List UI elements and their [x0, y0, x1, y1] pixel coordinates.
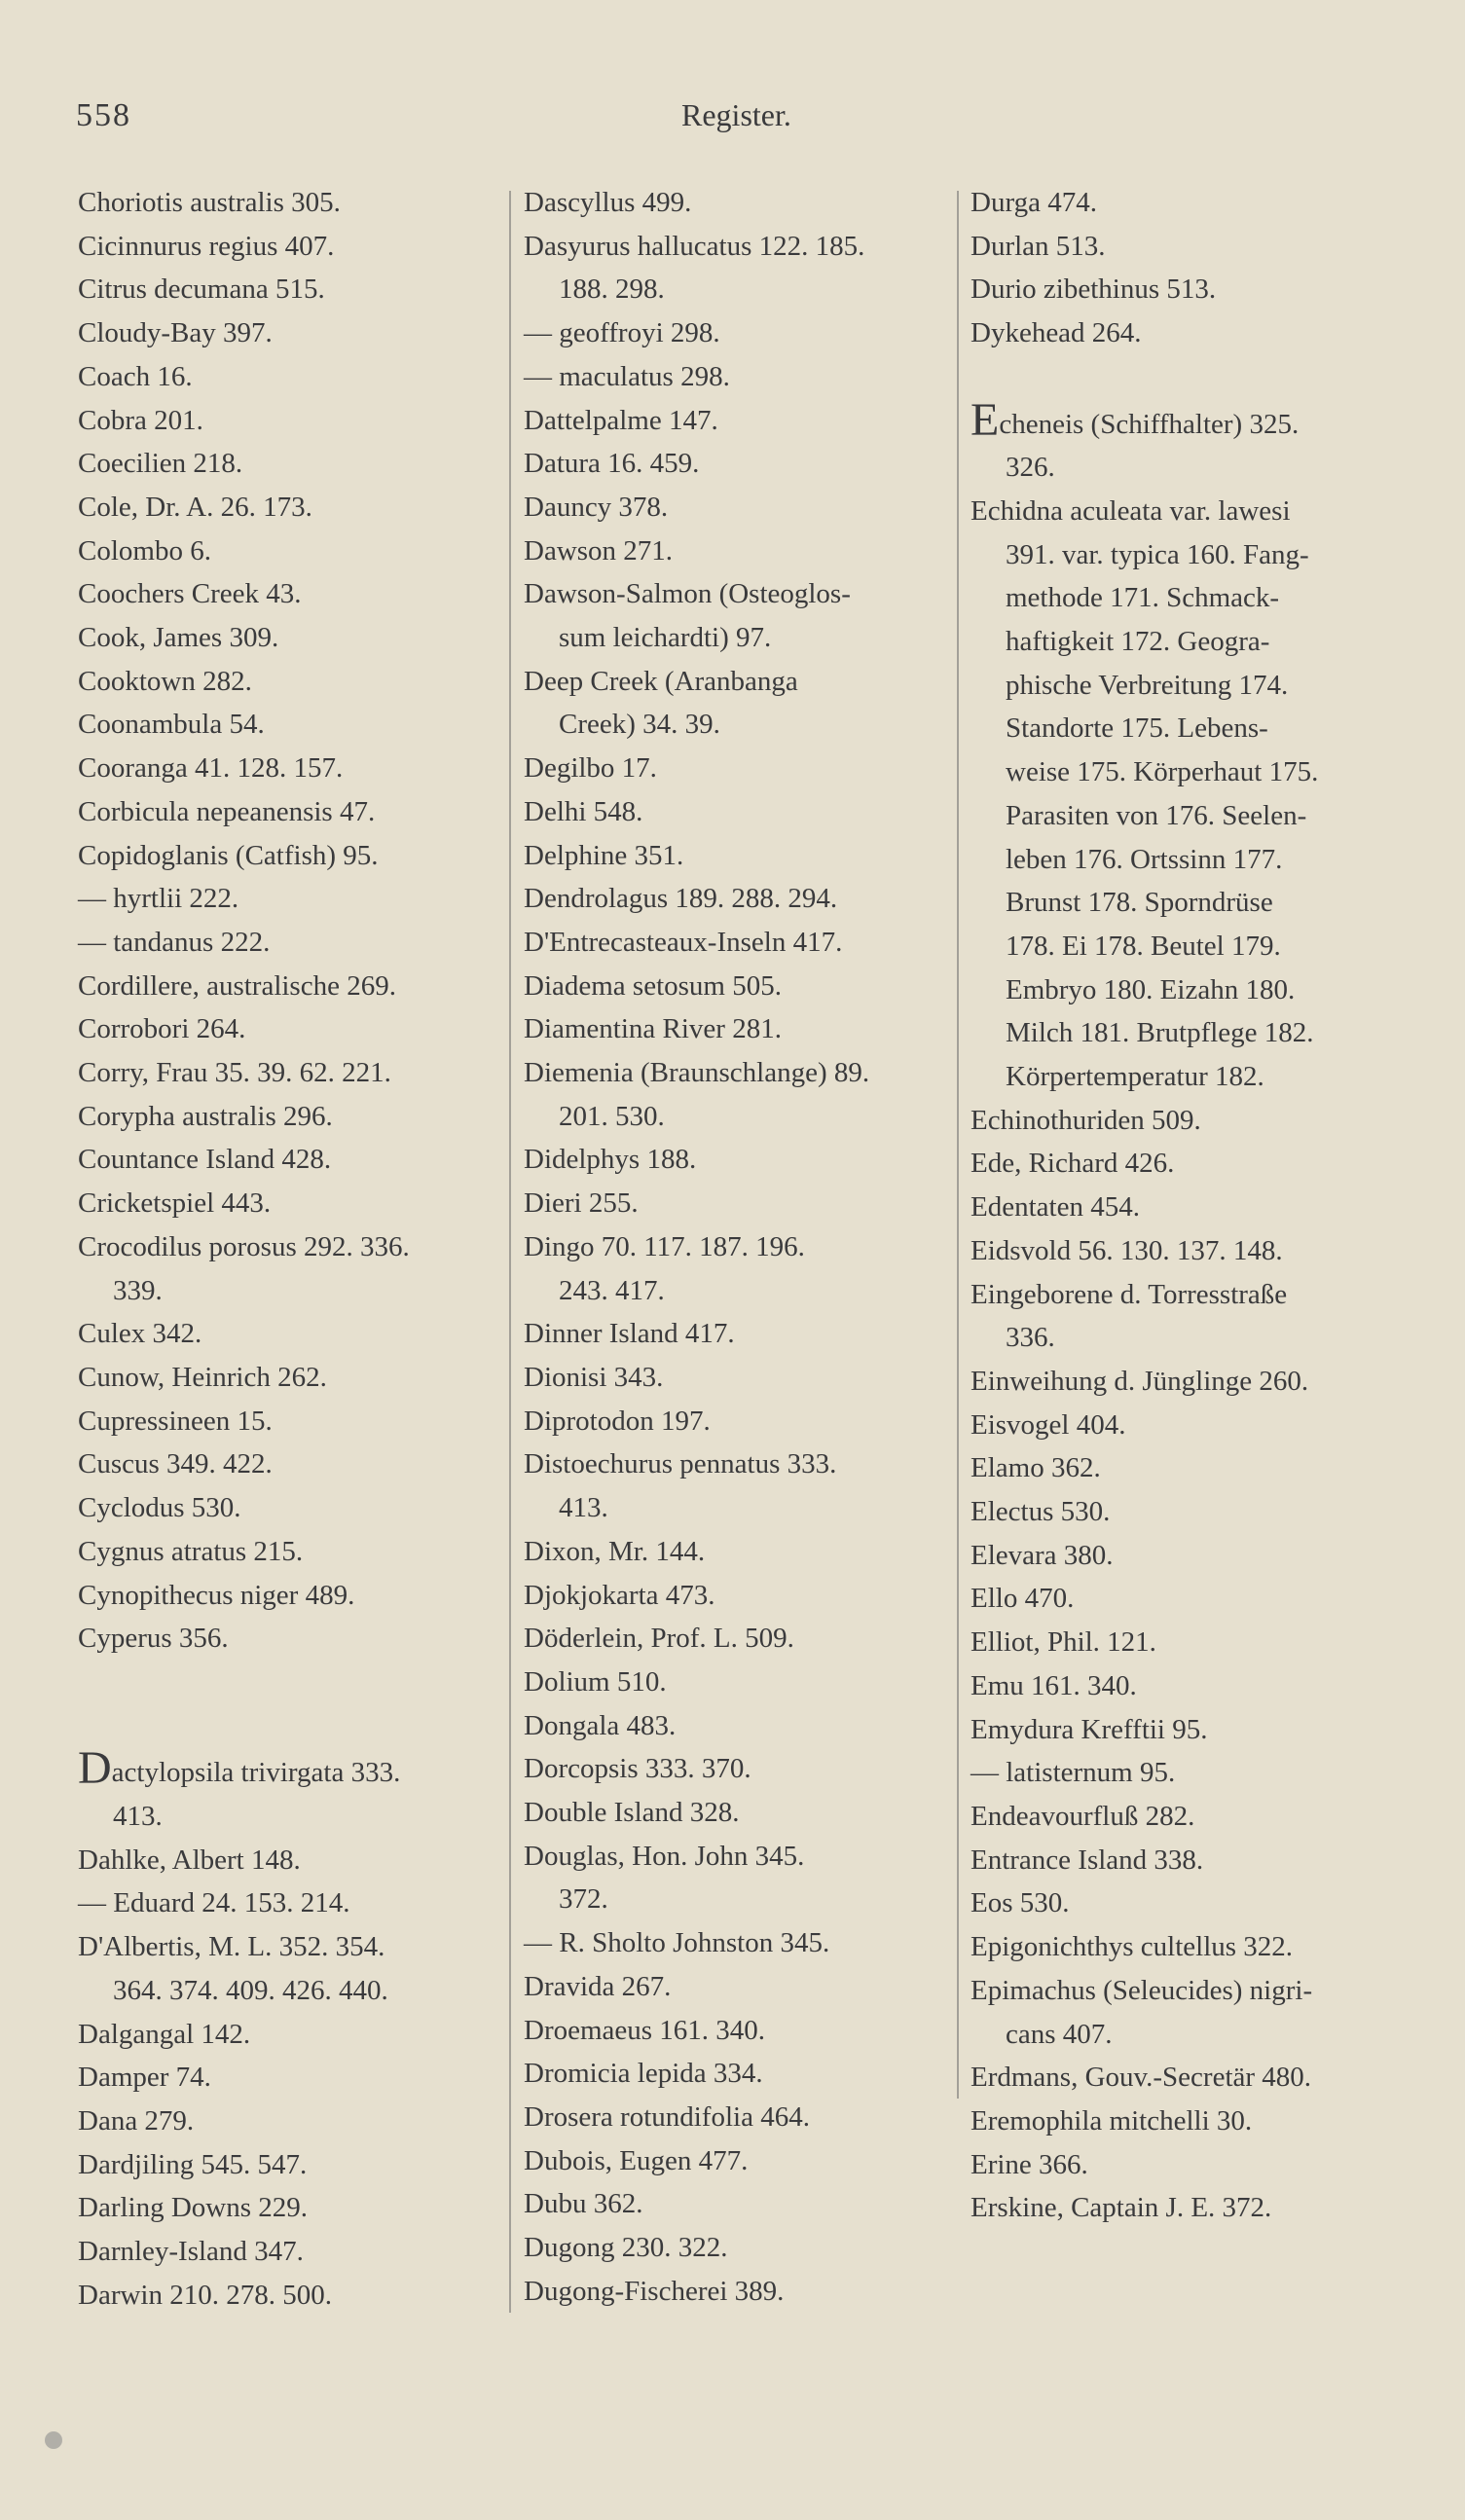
- index-line: [524, 921, 952, 965]
- index-entry-text: Dravida 267.: [524, 1970, 672, 2002]
- index-entry-text: Djokjokarta 473.: [524, 1579, 715, 1611]
- index-entry-text: Dykehead 264.: [971, 317, 1142, 349]
- section-gap: [78, 1661, 506, 1747]
- index-entry-text: Cole, Dr. A. 26. 173.: [78, 491, 312, 523]
- index-line: [78, 2056, 506, 2100]
- index-line: [78, 1795, 506, 1839]
- index-entry-text: Dinner Island 417.: [524, 1318, 735, 1350]
- index-line: [524, 1835, 952, 1879]
- index-entry-text: Coach 16.: [78, 360, 193, 392]
- index-line: [78, 616, 506, 660]
- index-entry-text: Dieri 255.: [524, 1187, 639, 1220]
- index-line: [524, 1530, 952, 1574]
- section-gap: [971, 355, 1399, 399]
- index-line: [971, 794, 1399, 838]
- index-line: [971, 1142, 1399, 1186]
- index-entry-text: Dugong-Fischerei 389.: [524, 2275, 785, 2307]
- index-entry-text: Durio zibethinus 513.: [971, 274, 1217, 306]
- index-entry-text: Droemaeus 161. 340.: [524, 2014, 766, 2046]
- index-line: [971, 225, 1399, 269]
- index-line: [971, 1881, 1399, 1925]
- index-line: [524, 1095, 952, 1139]
- index-entry-text: Eisvogel 404.: [971, 1408, 1126, 1441]
- index-entry-text: Dascyllus 499.: [524, 187, 692, 218]
- index-entry-text: 201. 530.: [559, 1100, 665, 1132]
- index-line: [524, 1704, 952, 1748]
- column-divider: [957, 191, 959, 2099]
- index-line: [971, 881, 1399, 925]
- index-entry-text: Emydura Krefftii 95.: [971, 1713, 1208, 1745]
- index-entry-text: Cyperus 356.: [78, 1623, 229, 1655]
- index-entry-text: Ello 470.: [971, 1583, 1075, 1615]
- index-line: [971, 1055, 1399, 1099]
- index-line: [524, 747, 952, 790]
- index-line: [971, 1099, 1399, 1143]
- index-line: [524, 1312, 952, 1356]
- index-line: [971, 1839, 1399, 1882]
- index-entry-text: D'Entrecasteaux-Inseln 417.: [524, 926, 843, 958]
- index-entry-text: Ede, Richard 426.: [971, 1148, 1175, 1180]
- index-line: [524, 225, 952, 269]
- index-line: [971, 1577, 1399, 1621]
- index-entry-text: Didelphys 188.: [524, 1144, 697, 1176]
- index-entry-text: Dahlke, Albert 148.: [78, 1844, 301, 1876]
- index-entry-text: Echidna aculeata var. lawesi: [971, 494, 1291, 527]
- index-line: [78, 225, 506, 269]
- index-line: [78, 2186, 506, 2230]
- index-line: [78, 877, 506, 921]
- index-line: [524, 1617, 952, 1661]
- index-entry-text: methode 171. Schmack-: [1006, 582, 1280, 614]
- index-entry-text: Eremophila mitchelli 30.: [971, 2104, 1253, 2137]
- index-entry-text: Dixon, Mr. 144.: [524, 1535, 706, 1567]
- index-entry-text: 336.: [1006, 1322, 1055, 1354]
- index-line: [971, 2100, 1399, 2143]
- index-entry-text: Epigonichthys cultellus 322.: [971, 1931, 1294, 1963]
- index-entry-text: Dromicia lepida 334.: [524, 2058, 763, 2090]
- index-line: [78, 1007, 506, 1051]
- index-entry-text: phische Verbreitung 174.: [1006, 669, 1289, 701]
- index-line: [524, 1138, 952, 1182]
- index-entry-text: Dendrolagus 189. 288. 294.: [524, 883, 838, 915]
- index-entry-text: Choriotis australis 305.: [78, 187, 341, 218]
- index-entry-text: Cordillere, australische 269.: [78, 969, 396, 1002]
- index-line: [524, 268, 952, 311]
- index-entry-text: Erdmans, Gouv.-Secretär 480.: [971, 2062, 1312, 2094]
- index-entry-text: Dattelpalme 147.: [524, 404, 718, 436]
- index-line: [78, 921, 506, 965]
- index-entry-text: Diprotodon 197.: [524, 1405, 711, 1437]
- index-line: [971, 393, 1399, 447]
- index-entry-text: Corry, Frau 35. 39. 62. 221.: [78, 1057, 391, 1089]
- index-line: [971, 2186, 1399, 2230]
- index-line: [971, 576, 1399, 620]
- index-line: [78, 1138, 506, 1182]
- index-line: [971, 1925, 1399, 1969]
- index-line: [78, 1269, 506, 1313]
- index-line: [524, 2226, 952, 2270]
- index-line: [524, 1356, 952, 1400]
- index-line: [971, 707, 1399, 750]
- index-entry-text: 413.: [113, 1801, 163, 1832]
- index-line: [524, 2139, 952, 2183]
- index-entry-text: Standorte 175. Lebens-: [1006, 712, 1268, 745]
- index-line: [971, 1795, 1399, 1839]
- index-line: [971, 446, 1399, 490]
- index-line: [971, 1621, 1399, 1664]
- index-line: [524, 355, 952, 399]
- index-line: [78, 2230, 506, 2274]
- index-entry-text: Diadema setosum 505.: [524, 969, 782, 1002]
- index-entry-text: Brunst 178. Sporndrüse: [1006, 887, 1273, 919]
- index-entry-text: Countance Island 428.: [78, 1144, 332, 1176]
- index-entry-text: Körpertemperatur 182.: [1006, 1061, 1264, 1093]
- section-initial: D: [78, 1742, 112, 1795]
- index-line: [524, 1747, 952, 1791]
- index-line: [78, 1356, 506, 1400]
- index-entry-text: leben 176. Ortssinn 177.: [1006, 843, 1283, 875]
- index-line: [524, 399, 952, 443]
- index-line: [524, 660, 952, 704]
- index-line: [971, 664, 1399, 708]
- index-line: [971, 838, 1399, 882]
- ink-spot: [45, 2431, 62, 2449]
- index-entry-text: Durga 474.: [971, 187, 1097, 218]
- index-line: [78, 1312, 506, 1356]
- index-entry-text: Crocodilus porosus 292. 336.: [78, 1230, 410, 1262]
- index-entry-text: Datura 16. 459.: [524, 448, 700, 480]
- index-entry-text: Diamentina River 281.: [524, 1013, 782, 1045]
- index-line: [524, 790, 952, 834]
- index-entry-text: Elevara 380.: [971, 1539, 1114, 1571]
- index-line: [971, 490, 1399, 533]
- index-entry-text: — maculatus 298.: [524, 360, 730, 392]
- index-line: [78, 355, 506, 399]
- index-entry-text: cans 407.: [1006, 2018, 1113, 2050]
- index-entry-text: Cygnus atratus 215.: [78, 1535, 304, 1567]
- index-entry-text: Dalgangal 142.: [78, 2018, 251, 2050]
- index-line: [524, 1182, 952, 1225]
- index-line: [524, 1443, 952, 1486]
- index-entry-text: Corypha australis 296.: [78, 1100, 333, 1132]
- index-entry-text: Cynopithecus niger 489.: [78, 1579, 355, 1611]
- index-line: [524, 877, 952, 921]
- index-line: [78, 1925, 506, 1969]
- index-entry-text: Damper 74.: [78, 2062, 211, 2094]
- index-entry-text: Dionisi 343.: [524, 1361, 664, 1393]
- index-entry-text: Distoechurus pennatus 333.: [524, 1448, 837, 1480]
- index-line: [971, 1446, 1399, 1490]
- index-line: [524, 1007, 952, 1051]
- index-line: [524, 1225, 952, 1269]
- index-line: [78, 399, 506, 443]
- index-entry-text: — hyrtlii 222.: [78, 883, 239, 915]
- index-line: [78, 790, 506, 834]
- index-line: [524, 181, 952, 225]
- index-line: [78, 530, 506, 573]
- index-line: [524, 1486, 952, 1530]
- index-entry-text: — tandanus 222.: [78, 926, 271, 958]
- index-line: [524, 572, 952, 616]
- index-line: [78, 965, 506, 1008]
- index-line: [971, 1664, 1399, 1708]
- index-line: [971, 1360, 1399, 1404]
- index-line: [524, 1965, 952, 2009]
- index-entry-text: Darnley-Island 347.: [78, 2236, 304, 2268]
- index-entry-text: Epimachus (Seleucides) nigri-: [971, 1974, 1313, 2006]
- index-line: [78, 311, 506, 355]
- index-entry-text: — R. Sholto Johnston 345.: [524, 1927, 830, 1959]
- index-entry-text: Copidoglanis (Catfish) 95.: [78, 839, 379, 871]
- index-line: [78, 703, 506, 747]
- index-line: [78, 1742, 506, 1795]
- index-line: [971, 2056, 1399, 2100]
- index-entry-text: Edentaten 454.: [971, 1191, 1140, 1223]
- index-line: [971, 750, 1399, 794]
- index-entry-text: D'Albertis, M. L. 352. 354.: [78, 1931, 385, 1963]
- index-entry-text: Coonambula 54.: [78, 709, 265, 741]
- index-entry-text: Electus 530.: [971, 1496, 1111, 1528]
- index-entry-text: Cupressineen 15.: [78, 1405, 273, 1437]
- index-entry-text: Emu 161. 340.: [971, 1669, 1137, 1701]
- index-entry-text: Dorcopsis 333. 370.: [524, 1753, 751, 1785]
- index-entry-text: Cunow, Heinrich 262.: [78, 1361, 327, 1393]
- index-entry-text: Erskine, Captain J. E. 372.: [971, 2192, 1272, 2224]
- index-line: [78, 268, 506, 311]
- index-entry-text: Cooranga 41. 128. 157.: [78, 752, 344, 785]
- index-line: [524, 530, 952, 573]
- index-line: [971, 2013, 1399, 2057]
- index-entry-text: Coecilien 218.: [78, 448, 243, 480]
- index-entry-text: Durlan 513.: [971, 230, 1106, 262]
- index-entry-text: Dubois, Eugen 477.: [524, 2144, 749, 2176]
- index-entry-text: Corrobori 264.: [78, 1013, 246, 1045]
- index-entry-text: 413.: [559, 1492, 608, 1524]
- index-line: [78, 1095, 506, 1139]
- index-entry-text: — geoffroyi 298.: [524, 317, 720, 349]
- column-divider: [509, 191, 511, 2313]
- index-entry-text: Creek) 34. 39.: [559, 709, 720, 741]
- index-entry-text: Parasiten von 176. Seelen-: [1006, 799, 1307, 831]
- section-initial: E: [971, 393, 1000, 446]
- index-entry-text: Dongala 483.: [524, 1709, 677, 1741]
- index-entry-text: 188. 298.: [559, 274, 665, 306]
- index-entry-text: Dana 279.: [78, 2104, 195, 2137]
- index-line: [524, 1051, 952, 1095]
- index-entry-text: Eingeborene d. Torresstraße: [971, 1278, 1288, 1310]
- index-line: [78, 747, 506, 790]
- index-line: [78, 2143, 506, 2187]
- index-entry-text: Degilbo 17.: [524, 752, 657, 785]
- index-entry-text: Embryo 180. Eizahn 180.: [1006, 973, 1296, 1005]
- index-entry-text: Double Island 328.: [524, 1797, 740, 1829]
- index-entry-text: Elamo 362.: [971, 1452, 1101, 1484]
- index-entry-text: Delphine 351.: [524, 839, 684, 871]
- index-entry-text: 243. 417.: [559, 1274, 665, 1306]
- index-entry-text: haftigkeit 172. Geogra-: [1006, 626, 1270, 658]
- index-entry-text: Echinothuriden 509.: [971, 1104, 1201, 1136]
- index-line: [78, 1182, 506, 1225]
- index-entry-text: Einweihung d. Jünglinge 260.: [971, 1365, 1309, 1397]
- index-line: [78, 2274, 506, 2318]
- index-line: [78, 1225, 506, 1269]
- index-line: [524, 1400, 952, 1443]
- index-column-3: [971, 181, 1399, 2230]
- index-entry-text: 391. var. typica 160. Fang-: [1006, 538, 1309, 570]
- index-entry-text: Culex 342.: [78, 1318, 202, 1350]
- index-line: [78, 2100, 506, 2143]
- index-line: [971, 968, 1399, 1012]
- index-entry-text: Dasyurus hallucatus 122. 185.: [524, 230, 865, 262]
- index-line: [524, 1878, 952, 1921]
- index-line: [78, 2013, 506, 2057]
- index-line: [78, 442, 506, 486]
- index-line: [524, 1661, 952, 1704]
- index-entry-text: Drosera rotundifolia 464.: [524, 2100, 810, 2133]
- index-line: [971, 311, 1399, 355]
- index-entry-text: Dingo 70. 117. 187. 196.: [524, 1230, 805, 1262]
- index-line: [78, 1969, 506, 2013]
- index-entry-text: Erine 366.: [971, 2148, 1088, 2180]
- index-line: [971, 1316, 1399, 1360]
- index-line: [524, 1791, 952, 1835]
- index-line: [524, 486, 952, 530]
- index-line: [971, 268, 1399, 311]
- index-entry-text: Cooktown 282.: [78, 665, 252, 697]
- index-line: [524, 2052, 952, 2096]
- index-entry-text: Dubu 362.: [524, 2188, 643, 2220]
- index-entry-text: Cuscus 349. 422.: [78, 1448, 273, 1480]
- index-line: [78, 1574, 506, 1618]
- index-line: [971, 1011, 1399, 1055]
- index-entry-text: 364. 374. 409. 426. 440.: [113, 1974, 388, 2006]
- index-entry-text: — latisternum 95.: [971, 1757, 1176, 1789]
- index-column-2: [524, 181, 952, 2313]
- index-entry-text: 372.: [559, 1883, 608, 1916]
- index-line: [971, 181, 1399, 225]
- index-line: [78, 1443, 506, 1486]
- page-number: 558: [76, 97, 131, 133]
- index-entry-text: Diemenia (Braunschlange) 89.: [524, 1057, 870, 1089]
- index-line: [971, 1186, 1399, 1229]
- index-entry-text: Dawson 271.: [524, 534, 674, 566]
- index-entry-text: Citrus decumana 515.: [78, 274, 325, 306]
- index-entry-text: Cricketspiel 443.: [78, 1187, 272, 1220]
- index-line: [78, 572, 506, 616]
- index-line: [524, 1269, 952, 1313]
- index-line: [78, 1881, 506, 1925]
- index-line: [971, 1490, 1399, 1534]
- index-entry-text: 326.: [1006, 452, 1055, 484]
- index-line: [524, 2270, 952, 2314]
- index-line: [78, 660, 506, 704]
- index-entry-text: Cloudy-Bay 397.: [78, 317, 273, 349]
- index-line: [524, 2096, 952, 2139]
- running-head: Register.: [681, 97, 791, 132]
- index-entry-text: Coochers Creek 43.: [78, 578, 302, 610]
- index-line: [78, 181, 506, 225]
- index-entry-text: 339.: [113, 1274, 163, 1306]
- index-line: [524, 616, 952, 660]
- index-line: [524, 1921, 952, 1965]
- index-entry-text: Dawson-Salmon (Osteoglos-: [524, 578, 851, 610]
- index-entry-text: Dauncy 378.: [524, 491, 669, 523]
- index-entry-text: Delhi 548.: [524, 795, 643, 827]
- index-entry-text: Darling Downs 229.: [78, 2192, 309, 2224]
- index-entry-text: Dugong 230. 322.: [524, 2232, 728, 2264]
- index-line: [78, 1051, 506, 1095]
- index-line: [524, 442, 952, 486]
- index-line: [971, 1751, 1399, 1795]
- index-entry-text: Entrance Island 338.: [971, 1844, 1204, 1876]
- index-entry-text: Dardjiling 545. 547.: [78, 2148, 308, 2180]
- index-line: [971, 2143, 1399, 2187]
- index-line: [971, 1404, 1399, 1447]
- index-entry-text: Dolium 510.: [524, 1665, 667, 1698]
- index-entry-text: Cook, James 309.: [78, 622, 279, 654]
- index-entry-text: Darwin 210. 278. 500.: [78, 2279, 332, 2311]
- index-line: [78, 1486, 506, 1530]
- index-column-1: [78, 181, 506, 2317]
- index-line: [78, 1530, 506, 1574]
- index-entry-text: Endeavourfluß 282.: [971, 1801, 1195, 1832]
- index-entry-text: Deep Creek (Aranbanga: [524, 665, 798, 697]
- index-line: [971, 925, 1399, 968]
- index-entry-text: Cobra 201.: [78, 404, 203, 436]
- index-line: [971, 1708, 1399, 1752]
- index-line: [971, 1273, 1399, 1317]
- index-entry-text: Douglas, Hon. John 345.: [524, 1840, 805, 1872]
- index-entry-text: Corbicula nepeanensis 47.: [78, 795, 376, 827]
- index-entry-text: Döderlein, Prof. L. 509.: [524, 1623, 794, 1655]
- index-entry-text: sum leichardti) 97.: [559, 622, 772, 654]
- index-entry-text: 178. Ei 178. Beutel 179.: [1006, 930, 1281, 962]
- index-line: [78, 1617, 506, 1661]
- index-line: [971, 620, 1399, 664]
- index-entry-text: — Eduard 24. 153. 214.: [78, 1887, 350, 1919]
- index-line: [78, 1839, 506, 1882]
- index-entry-text: Elliot, Phil. 121.: [971, 1626, 1156, 1659]
- index-line: [524, 1574, 952, 1618]
- index-line: [971, 1534, 1399, 1578]
- index-line: [78, 486, 506, 530]
- index-line: [524, 2009, 952, 2053]
- index-line: [524, 311, 952, 355]
- index-entry-text: cheneis (Schiffhalter) 325.: [999, 408, 1300, 440]
- index-line: [971, 1229, 1399, 1273]
- index-entry-text: weise 175. Körperhaut 175.: [1006, 756, 1319, 788]
- index-entry-text: actylopsila trivirgata 333.: [111, 1757, 401, 1789]
- index-line: [524, 965, 952, 1008]
- index-entry-text: Eidsvold 56. 130. 137. 148.: [971, 1234, 1283, 1266]
- index-entry-text: Milch 181. Brutpflege 182.: [1006, 1017, 1314, 1049]
- index-line: [971, 533, 1399, 577]
- index-entry-text: Cicinnurus regius 407.: [78, 230, 335, 262]
- index-line: [78, 1400, 506, 1443]
- index-line: [78, 834, 506, 878]
- index-line: [971, 1969, 1399, 2013]
- index-line: [524, 703, 952, 747]
- index-entry-text: Eos 530.: [971, 1887, 1070, 1919]
- index-entry-text: Cyclodus 530.: [78, 1492, 241, 1524]
- index-line: [524, 834, 952, 878]
- index-line: [524, 2182, 952, 2226]
- index-entry-text: Colombo 6.: [78, 534, 211, 566]
